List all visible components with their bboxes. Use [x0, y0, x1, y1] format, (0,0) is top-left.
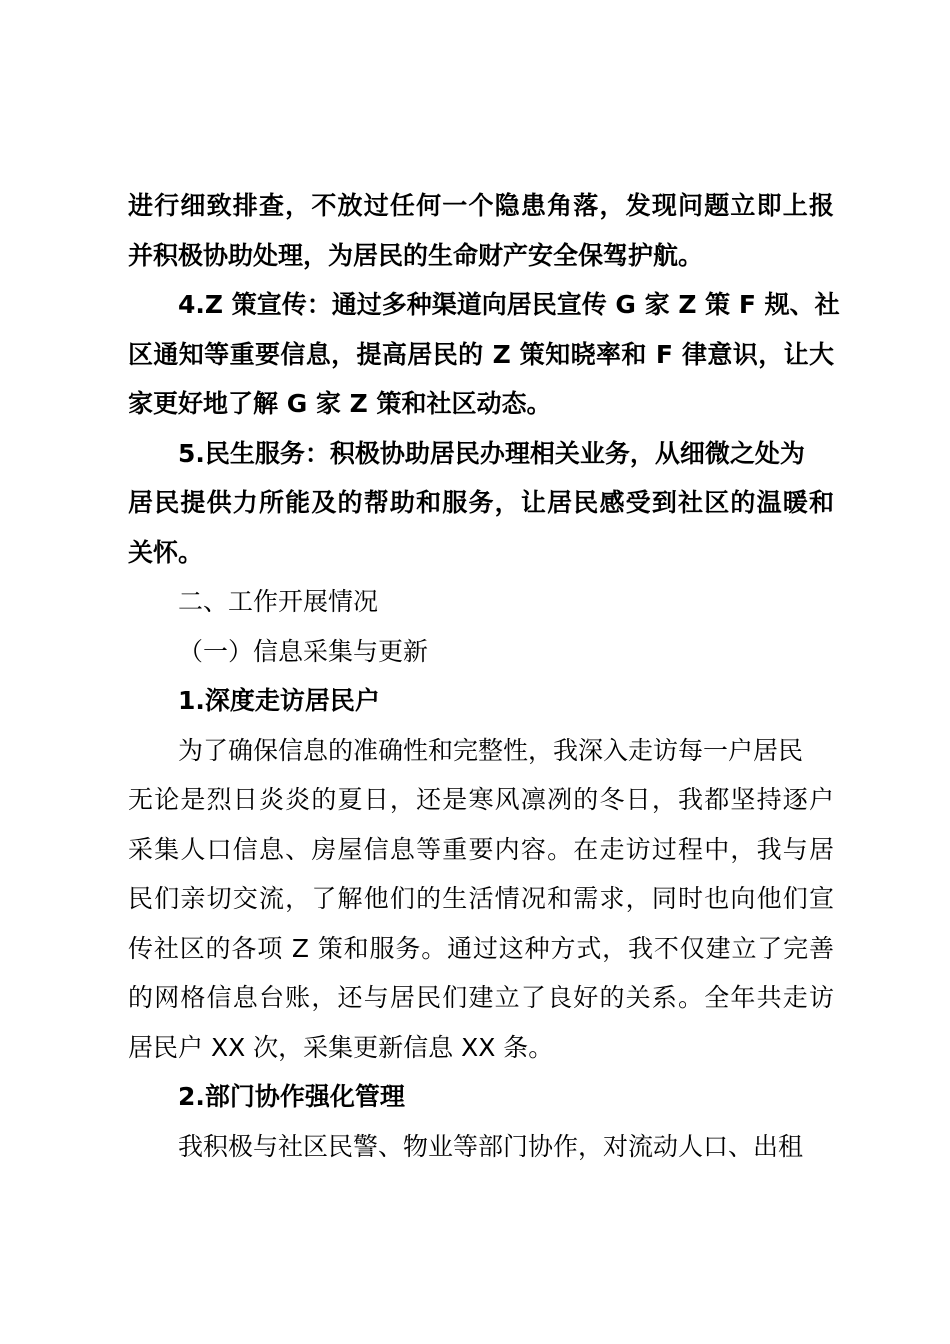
paragraph-department-cooperation — [128, 1122, 834, 1172]
text-line: （一）信息采集与更新 — [178, 636, 429, 666]
paragraph-household-visits — [128, 726, 834, 1073]
text-line: 家更好地了解 G 家 Z 策和社区动态。 — [128, 389, 552, 418]
text-line: 无论是烈日炎炎的夏日，还是寒风凛冽的冬日，我都坚持逐户 — [128, 785, 834, 814]
text-line: 我积极与社区民警、物业等部门协作，对流动人口、出租 — [178, 1131, 804, 1161]
text-line: 1.深度走访居民户 — [178, 686, 380, 715]
text-line: 2.部门协作强化管理 — [178, 1082, 405, 1111]
text-line: 并积极协助处理，为居民的生命财产安全保驾护航。 — [128, 240, 704, 270]
text-line: 为了确保信息的准确性和完整性，我深入走访每一户居民 — [178, 735, 804, 765]
paragraph-policy-publicity — [128, 280, 840, 429]
text-line: 区通知等重要信息，提高居民的 Z 策知晓率和 F 律意识，让大 — [128, 339, 834, 369]
text-line: 传社区的各项 Z 策和服务。通过这种方式，我不仅建立了完善 — [128, 933, 834, 963]
text-line: 5.民生服务：积极协助居民办理相关业务，从细微之处为 — [178, 438, 805, 468]
text-line: 4.Z 策宣传：通过多种渠道向居民宣传 G 家 Z 策 F 规、社 — [178, 290, 840, 319]
text-line: 居民户 XX 次，采集更新信息 XX 条。 — [128, 1032, 554, 1062]
text-line: 的网格信息台账，还与居民们建立了良好的关系。全年共走访 — [128, 983, 834, 1012]
text-line: 关怀。 — [128, 537, 204, 567]
paragraph-livelihood-service — [128, 429, 834, 578]
paragraph-safety-check-continued — [128, 181, 834, 280]
document-page — [128, 181, 840, 1171]
text-line: 民们亲切交流，了解他们的生活情况和需求，同时也向他们宣 — [128, 884, 834, 913]
subsection-heading-info-collection — [128, 627, 834, 677]
section-heading-work-progress — [128, 577, 834, 627]
item-heading-department-cooperation — [128, 1072, 834, 1122]
text-line: 二、工作开展情况 — [178, 587, 379, 616]
text-line: 进行细致排查，不放过任何一个隐患角落，发现问题立即上报 — [128, 191, 834, 220]
text-line: 采集人口信息、房屋信息等重要内容。在走访过程中，我与居 — [128, 834, 834, 864]
text-line: 居民提供力所能及的帮助和服务，让居民感受到社区的温暖和 — [128, 488, 834, 517]
item-heading-household-visits — [128, 676, 834, 726]
